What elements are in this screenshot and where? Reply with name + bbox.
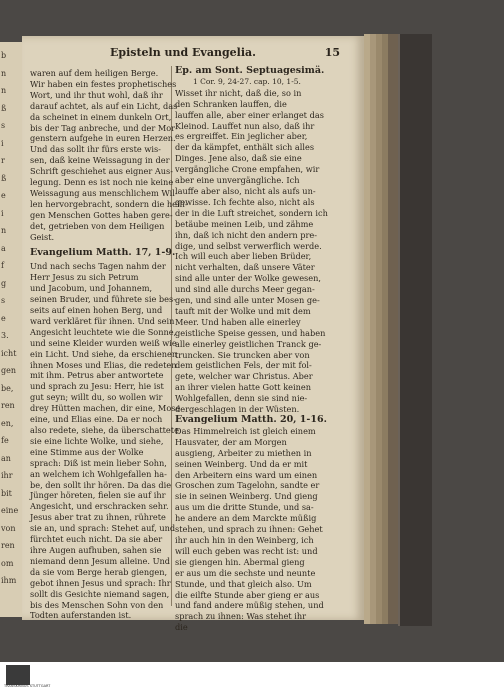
text-line: niemand denn Jesum alleine. Und	[30, 555, 171, 566]
text-line: he andere an dem Marckte müßig	[175, 513, 317, 524]
text-line: da scheinet in einem dunkeln Ort,	[30, 111, 172, 122]
text-line: mit ihm. Petrus aber antwortete	[30, 370, 164, 381]
library-logo-icon	[6, 665, 30, 685]
text-line: dige, und selbst verwerflich werde.	[175, 240, 322, 251]
text-line: geistliche Speise gessen, und haben	[175, 327, 326, 338]
text-line: len hervorgebracht, sondern die heili-	[30, 198, 188, 209]
previous-page-fragment: icht	[1, 348, 17, 358]
text-line: er aus um die sechste und neunte	[175, 567, 316, 578]
text-line: vergängliche Crone empfahen, wir	[175, 164, 320, 175]
text-line: den Arbeitern eins ward um einen	[175, 469, 318, 480]
section-heading: Ep. am Sont. Septuagesimä.	[175, 65, 325, 76]
text-line: Stunde, und that gleich also. Um	[175, 578, 312, 589]
text-line: Angesicht, und erschracken sehr.	[30, 501, 169, 512]
text-line: eine, und Elias eine. Da er noch	[30, 414, 163, 425]
text-line: seinen Weinberg. Und da er mit	[175, 458, 308, 469]
text-line: Wohlgefallen, denn sie sind nie-	[175, 393, 308, 404]
text-line: ausgieng, Arbeiter zu miethen in	[175, 447, 312, 458]
previous-page-fragment: von	[1, 523, 16, 533]
previous-page-fragment: n	[1, 86, 7, 95]
text-line: Ich will euch aber lieben Brüder,	[175, 251, 312, 262]
previous-page-fragment: b	[1, 51, 7, 60]
page-stack-edge	[388, 34, 398, 624]
text-line: lauffe aber also, nicht als aufs un-	[175, 185, 316, 196]
text-line: und sprach zu Jesu: Herr, hie ist	[30, 381, 164, 392]
text-line: lauffen alle, aber einer erlanget das	[175, 109, 324, 120]
text-line: gete, welcher war Christus. Aber	[175, 371, 313, 382]
text-line: aus um die dritte Stunde, und sa-	[175, 502, 314, 513]
text-line: aber eine unvergängliche. Ich	[175, 175, 300, 186]
text-line: eine Stimme aus der Wolke	[30, 446, 144, 457]
text-line: Weissagung aus menschlichem Wil-	[30, 187, 178, 198]
section-heading: Evangelium Matth. 17, 1-9.	[30, 246, 176, 258]
scripture-reference: 1 Cor. 9, 24-27. cap. 10, 1-5.	[193, 76, 301, 86]
text-line: fürchtet euch nicht. Da sie aber	[30, 534, 163, 545]
text-line: sie in seinen Weinberg. Und gieng	[175, 491, 318, 502]
text-line: Jünger höreten, fielen sie auf ihr	[30, 490, 166, 501]
text-line: sie eine lichte Wolke, und siehe,	[30, 435, 164, 446]
text-line: also redete, siehe, da überschattete	[30, 425, 179, 435]
right-column	[175, 66, 328, 633]
text-line: sie giengen hin. Abermal gieng	[175, 556, 305, 567]
text-line: Angesicht leuchtete wie die Sonne,	[30, 326, 177, 337]
text-line: be, den sollt ihr hören. Da das die	[30, 479, 172, 490]
text-line: dergeschlagen in der Wüsten.	[175, 404, 300, 415]
text-line: betäube meinen Leib, und zähme	[175, 218, 314, 229]
text-line: Wisset ihr nicht, daß die, so in	[175, 87, 302, 98]
previous-page-fragment: om	[1, 558, 14, 568]
text-line: Und das sollt ihr fürs erste wis-	[30, 144, 161, 155]
previous-page-fragment: an	[1, 453, 11, 463]
previous-page-fragment: i	[1, 138, 4, 148]
text-line: tauft mit der Wolke und mit dem	[175, 305, 311, 316]
text-line: nicht verhalten, daß unsere Väter	[175, 262, 315, 273]
text-line: es ergreiffet. Ein jeglicher aber,	[175, 131, 308, 142]
text-line: Und nach sechs Tagen nahm der	[30, 261, 166, 272]
text-line: Wir haben ein festes prophetisches	[30, 78, 177, 89]
text-line: die	[175, 622, 188, 633]
previous-page-fragment: en,	[1, 418, 14, 428]
text-line: gut seyn; willt du, so wollen wir	[30, 392, 163, 403]
text-line: und sind alle durchs Meer gegan-	[175, 284, 315, 295]
text-line: seinen Bruder, und führete sie bes-	[30, 294, 176, 305]
text-line: truncken. Sie truncken aber von	[175, 349, 310, 360]
text-line: Groschen zum Tagelohn, sandte er	[175, 480, 320, 491]
text-line: ihnen Moses und Elias, die redeten	[30, 359, 177, 370]
text-line: gen, und sind alle unter Mosen ge-	[175, 295, 320, 306]
section-heading: Evangelium Matth. 20, 1-16.	[175, 414, 327, 425]
text-line: sollt dis Gesichte niemand sagen,	[30, 588, 170, 599]
text-line: Schrift geschiehet aus eigner Aus-	[30, 166, 173, 177]
text-line: ward verkläret für ihnen. Und sein	[30, 315, 175, 326]
text-line: Das Himmelreich ist gleich einem	[175, 425, 316, 436]
text-line: stehen, und sprach zu ihnen: Gehet	[175, 524, 323, 535]
text-line: waren auf dem heiligen Berge.	[30, 68, 159, 78]
text-line: Meer. Und haben alle einerley	[175, 316, 301, 327]
previous-page-fragment: s	[1, 296, 6, 305]
text-line: sen, daß keine Weissagung in der	[30, 155, 170, 166]
text-line: bis des Menschen Sohn von den	[30, 599, 164, 610]
previous-page-fragment: e	[1, 191, 6, 200]
text-line: an ihrer vielen hatte Gott keinen	[175, 382, 312, 393]
text-line: dem geistlichen Fels, der mit fol-	[175, 360, 312, 371]
text-line: an welchem ich Wohlgefallen ha-	[30, 468, 167, 479]
previous-page-fragment: eine	[1, 506, 19, 515]
previous-page-fragment: ß	[1, 103, 7, 113]
previous-page-fragment: r	[1, 156, 5, 165]
previous-page-fragment: ß	[1, 173, 7, 183]
text-line: ihr auch hin in den Weinberg, ich	[175, 534, 314, 545]
previous-page-fragment: a	[1, 243, 6, 253]
text-line: da sie vom Berge herab giengen,	[30, 566, 168, 577]
text-line: Jesus aber trat zu ihnen, rührete	[30, 512, 166, 523]
text-line: Dinges. Jene also, daß sie eine	[175, 153, 302, 164]
previous-page-fragment: gen	[1, 366, 17, 375]
left-column	[30, 68, 188, 621]
page-number: 15	[324, 46, 340, 59]
previous-page-fragment: e	[1, 313, 6, 323]
text-line: gebot ihnen Jesus und sprach: Ihr	[30, 577, 171, 588]
text-line: ein Licht. Und siehe, da erschienen	[30, 348, 178, 359]
text-line: der da kämpfet, enthält sich alles	[175, 142, 315, 153]
previous-page-fragment: 3.	[1, 331, 9, 340]
header-title: Episteln und Evangelia.	[110, 46, 256, 59]
previous-page-fragment: ihm	[1, 576, 17, 585]
logo-caption: TRANSKRIBUS STUTTGART	[4, 684, 51, 688]
text-line: legung. Denn es ist noch nie keine	[30, 177, 174, 188]
text-line: sprach: Diß ist mein lieber Sohn,	[30, 457, 167, 468]
text-line: ihre Augen aufhuben, sahen sie	[30, 544, 162, 555]
previous-page-fragment: ihr	[1, 471, 13, 480]
text-line: Hausvater, der am Morgen	[175, 436, 287, 447]
previous-page-fragment: ren	[1, 401, 15, 410]
text-line: gen Menschen Gottes haben gere-	[30, 209, 173, 220]
previous-page-fragment: ren	[1, 541, 15, 550]
previous-page-fragment: n	[1, 68, 7, 78]
text-line: seits auf einen hohen Berg, und	[30, 305, 163, 316]
previous-page-fragment: i	[1, 208, 4, 218]
text-line: darauf achtet, als auf ein Licht, das	[30, 100, 178, 111]
text-line: Geist.	[30, 231, 55, 242]
text-line: und Jacobum, und Johannem,	[30, 283, 153, 294]
text-line: Kleinod. Lauffet nun also, daß ihr	[175, 120, 315, 131]
text-line: und seine Kleider wurden weiß wie	[30, 337, 177, 348]
text-line: det, getrieben von dem Heiligen	[30, 220, 165, 231]
text-line: die eilfte Stunde aber gieng er aus	[175, 589, 320, 600]
previous-page-fragment: n	[1, 226, 7, 235]
text-line: sprach zu ihnen: Was stehet ihr	[175, 611, 307, 622]
text-line: und fand andere müßig stehen, und	[175, 600, 324, 611]
text-line: will euch geben was recht ist: und	[175, 545, 318, 556]
previous-page-fragment: f	[1, 261, 4, 270]
text-line: sie an, und sprach: Stehet auf, und	[30, 523, 176, 534]
text-line: den Schranken lauffen, die	[175, 98, 287, 109]
previous-page-fragment: bit	[1, 488, 12, 498]
text-line: sind alle unter der Wolke gewesen,	[175, 273, 321, 284]
text-line: genstern aufgehe in euren Herzen.	[30, 133, 176, 144]
book-binding	[398, 34, 432, 626]
previous-page-fragment: s	[1, 121, 6, 130]
text-line: ihn, daß ich nicht den andern pre-	[175, 229, 318, 240]
text-line: gewisse. Ich fechte also, nicht als	[175, 196, 315, 207]
text-line: Herr Jesus zu sich Petrum	[30, 272, 139, 283]
text-line: Todten auferstanden ist.	[30, 610, 132, 621]
footer-bar	[0, 662, 504, 690]
text-line: Wort, und ihr thut wohl, daß ihr	[30, 89, 163, 100]
text-line: drey Hütten machen, dir eine, Mose	[30, 403, 181, 414]
previous-page-fragment: fe	[1, 436, 9, 445]
text-line: bis der Tag anbreche, und der Mor-	[30, 122, 178, 133]
previous-page-fragment: g	[1, 278, 7, 288]
previous-page-fragment: be,	[1, 383, 14, 393]
text-line: der in die Luft streichet, sondern ich	[175, 207, 328, 218]
text-line: alle einerley geistlichen Tranck ge-	[175, 338, 322, 349]
previous-page-edge	[0, 42, 23, 617]
